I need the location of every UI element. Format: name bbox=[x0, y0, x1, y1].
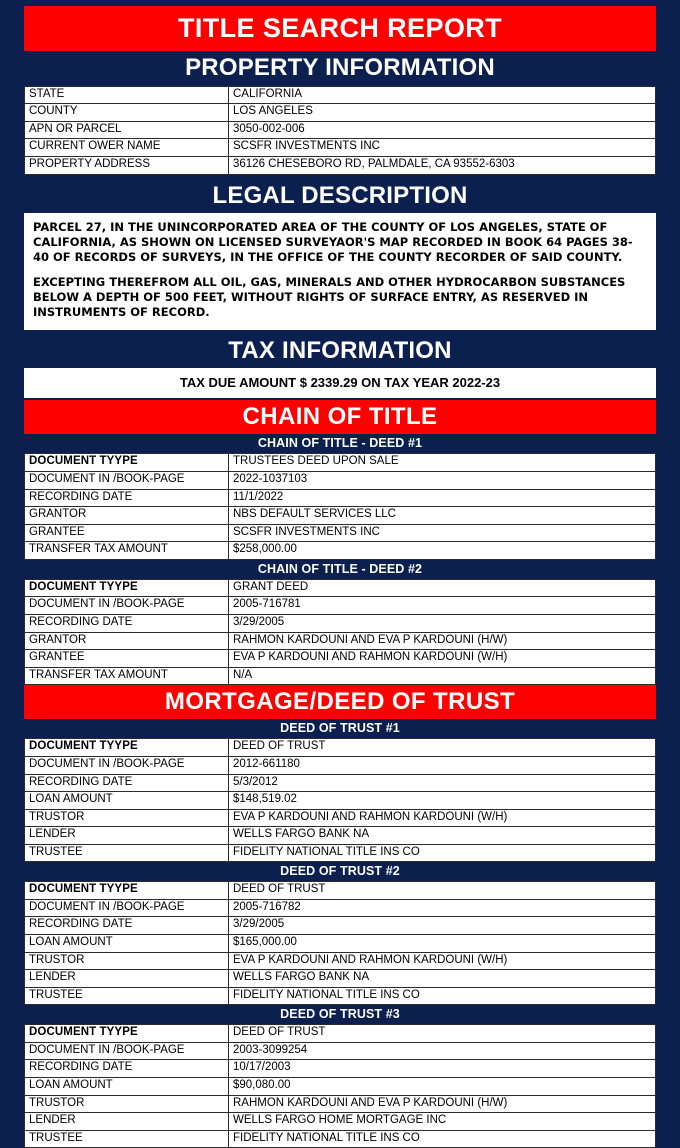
table-row bbox=[25, 1025, 656, 1043]
row-value: 2012-661180 bbox=[229, 756, 656, 774]
row-label: DOCUMENT IN /BOOK-PAGE bbox=[25, 756, 229, 774]
row-value: 2005-716782 bbox=[229, 899, 656, 917]
table-row bbox=[25, 614, 656, 632]
legal-description-body bbox=[24, 213, 656, 330]
table-row bbox=[25, 899, 656, 917]
table-row bbox=[25, 952, 656, 970]
report-title-banner: TITLE SEARCH REPORT bbox=[24, 6, 656, 51]
row-label: STATE bbox=[25, 86, 229, 104]
row-value: N/A bbox=[229, 667, 656, 685]
row-value: $148,519.02 bbox=[229, 792, 656, 810]
row-value: FIDELITY NATIONAL TITLE INS CO bbox=[229, 1130, 656, 1148]
table-row bbox=[25, 139, 656, 157]
row-value: RAHMON KARDOUNI AND EVA P KARDOUNI (H/W) bbox=[229, 632, 656, 650]
row-value: GRANT DEED bbox=[229, 579, 656, 597]
row-value: FIDELITY NATIONAL TITLE INS CO bbox=[229, 844, 656, 862]
row-label: TRUSTEE bbox=[25, 1130, 229, 1148]
row-label: TRANSFER TAX AMOUNT bbox=[25, 542, 229, 560]
row-value: TRUSTEES DEED UPON SALE bbox=[229, 454, 656, 472]
row-value: 11/1/2022 bbox=[229, 489, 656, 507]
row-value: EVA P KARDOUNI AND RAHMON KARDOUNI (W/H) bbox=[229, 650, 656, 668]
row-label: TRUSTOR bbox=[25, 1095, 229, 1113]
table-row bbox=[25, 156, 656, 174]
table-row bbox=[25, 542, 656, 560]
deed-of-trust-3-subheading: DEED OF TRUST #3 bbox=[280, 1007, 400, 1022]
deed-of-trust-2-table bbox=[24, 881, 656, 1005]
row-label: TRUSTEE bbox=[25, 844, 229, 862]
table-row bbox=[25, 882, 656, 900]
row-value: FIDELITY NATIONAL TITLE INS CO bbox=[229, 987, 656, 1005]
row-label: DOCUMENT TYYPE bbox=[25, 1025, 229, 1043]
row-label: RECORDING DATE bbox=[25, 614, 229, 632]
row-label: DOCUMENT TYYPE bbox=[25, 579, 229, 597]
table-row bbox=[25, 792, 656, 810]
tax-due-statement: TAX DUE AMOUNT $ 2339.29 ON TAX YEAR 2022-23 bbox=[24, 368, 656, 398]
chain-of-title-deed-2-subheading: CHAIN OF TITLE - DEED #2 bbox=[257, 561, 423, 576]
row-label: RECORDING DATE bbox=[25, 917, 229, 935]
table-row bbox=[25, 650, 656, 668]
row-value: LOS ANGELES bbox=[229, 104, 656, 122]
row-value: SCSFR INVESTMENTS INC bbox=[229, 139, 656, 157]
deed-of-trust-3-table bbox=[24, 1024, 656, 1148]
table-row bbox=[25, 454, 656, 472]
row-label: DOCUMENT IN /BOOK-PAGE bbox=[25, 472, 229, 490]
row-label: RECORDING DATE bbox=[25, 774, 229, 792]
row-value: WELLS FARGO BANK NA bbox=[229, 827, 656, 845]
row-value: RAHMON KARDOUNI AND EVA P KARDOUNI (H/W) bbox=[229, 1095, 656, 1113]
row-value: EVA P KARDOUNI AND RAHMON KARDOUNI (W/H) bbox=[229, 809, 656, 827]
row-label: LOAN AMOUNT bbox=[25, 1077, 229, 1095]
table-row bbox=[25, 987, 656, 1005]
table-row bbox=[25, 1042, 656, 1060]
row-label: TRUSTEE bbox=[25, 987, 229, 1005]
row-value: CALIFORNIA bbox=[229, 86, 656, 104]
table-row bbox=[25, 667, 656, 685]
row-value: $258,000.00 bbox=[229, 542, 656, 560]
table-row bbox=[25, 1060, 656, 1078]
table-row bbox=[25, 1095, 656, 1113]
row-value: DEED OF TRUST bbox=[229, 1025, 656, 1043]
row-label: RECORDING DATE bbox=[25, 489, 229, 507]
row-label: COUNTY bbox=[25, 104, 229, 122]
row-label: TRUSTOR bbox=[25, 952, 229, 970]
row-label: DOCUMENT IN /BOOK-PAGE bbox=[25, 1042, 229, 1060]
row-label: RECORDING DATE bbox=[25, 1060, 229, 1078]
row-value: 5/3/2012 bbox=[229, 774, 656, 792]
row-value: EVA P KARDOUNI AND RAHMON KARDOUNI (W/H) bbox=[229, 952, 656, 970]
row-label: TRANSFER TAX AMOUNT bbox=[25, 667, 229, 685]
tax-information-heading: TAX INFORMATION bbox=[228, 336, 452, 364]
table-row bbox=[25, 121, 656, 139]
table-row bbox=[25, 917, 656, 935]
table-row bbox=[25, 632, 656, 650]
row-value: $165,000.00 bbox=[229, 935, 656, 953]
row-label: DOCUMENT TYYPE bbox=[25, 739, 229, 757]
row-value: 2022-1037103 bbox=[229, 472, 656, 490]
row-value: 2003-3099254 bbox=[229, 1042, 656, 1060]
chain-of-title-deed-1-subheading: CHAIN OF TITLE - DEED #1 bbox=[257, 436, 423, 451]
legal-paragraph: EXCEPTING THEREFROM ALL OIL, GAS, MINERALS AND OTHER HYDROCARBON SUBSTANCES BELOW A DEPTH OF 500 FEET, WITHOUT RIGHTS OF SURFACE ENTRY, AS RESERVED IN INSTRUMENTS OF RECORD. bbox=[33, 275, 626, 320]
table-row bbox=[25, 970, 656, 988]
table-row bbox=[25, 935, 656, 953]
table-row bbox=[25, 597, 656, 615]
deed-of-trust-1-table bbox=[24, 738, 656, 862]
row-label: GRANTEE bbox=[25, 524, 229, 542]
row-label: DOCUMENT IN /BOOK-PAGE bbox=[25, 899, 229, 917]
title-search-report-page bbox=[0, 6, 680, 1144]
table-row bbox=[25, 827, 656, 845]
row-value: DEED OF TRUST bbox=[229, 739, 656, 757]
row-value: 3050-002-006 bbox=[229, 121, 656, 139]
row-label: LENDER bbox=[25, 1113, 229, 1131]
chain-of-title-banner: CHAIN OF TITLE bbox=[24, 400, 656, 434]
table-row bbox=[25, 579, 656, 597]
mortgage-deed-of-trust-banner: MORTGAGE/DEED OF TRUST bbox=[24, 685, 656, 719]
table-row bbox=[25, 507, 656, 525]
table-row bbox=[25, 739, 656, 757]
property-information-table bbox=[24, 86, 656, 175]
row-label: DOCUMENT IN /BOOK-PAGE bbox=[25, 597, 229, 615]
chain-of-title-deed-1-table bbox=[24, 453, 656, 559]
table-row bbox=[25, 104, 656, 122]
row-value: NBS DEFAULT SERVICES LLC bbox=[229, 507, 656, 525]
row-value: $90,080.00 bbox=[229, 1077, 656, 1095]
chain-of-title-deed-2-table bbox=[24, 579, 656, 685]
row-label: GRANTEE bbox=[25, 650, 229, 668]
table-row bbox=[25, 1130, 656, 1148]
row-label: TRUSTOR bbox=[25, 809, 229, 827]
row-value: WELLS FARGO HOME MORTGAGE INC bbox=[229, 1113, 656, 1131]
row-value: 3/29/2005 bbox=[229, 614, 656, 632]
row-label: CURRENT OWER NAME bbox=[25, 139, 229, 157]
deed-of-trust-1-subheading: DEED OF TRUST #1 bbox=[280, 721, 400, 736]
table-row bbox=[25, 1113, 656, 1131]
row-value: DEED OF TRUST bbox=[229, 882, 656, 900]
row-value: WELLS FARGO BANK NA bbox=[229, 970, 656, 988]
row-label: GRANTOR bbox=[25, 632, 229, 650]
row-value: 3/29/2005 bbox=[229, 917, 656, 935]
row-label: LOAN AMOUNT bbox=[25, 792, 229, 810]
row-label: LENDER bbox=[25, 970, 229, 988]
row-value: SCSFR INVESTMENTS INC bbox=[229, 524, 656, 542]
table-row bbox=[25, 472, 656, 490]
row-label: DOCUMENT TYYPE bbox=[25, 882, 229, 900]
table-row bbox=[25, 844, 656, 862]
row-value: 36126 CHESEBORO RD, PALMDALE, CA 93552-6303 bbox=[229, 156, 656, 174]
row-label: GRANTOR bbox=[25, 507, 229, 525]
table-row bbox=[25, 774, 656, 792]
property-information-heading: PROPERTY INFORMATION bbox=[185, 54, 495, 82]
legal-paragraph: PARCEL 27, IN THE UNINCORPORATED AREA OF THE COUNTY OF LOS ANGELES, STATE OF CALIFORNIA, AS SHOWN ON LICENSED SURVEYAOR'S MAP RECORDED IN BOOK 64 PAGES 38-40 OF RECORDS OF SURVEYS, IN THE OFFICE OF THE COUNTY RECORDER OF SAID COUNTY. bbox=[33, 219, 633, 264]
row-label: APN OR PARCEL bbox=[25, 121, 229, 139]
table-row bbox=[25, 489, 656, 507]
row-value: 2005-716781 bbox=[229, 597, 656, 615]
row-label: DOCUMENT TYYPE bbox=[25, 454, 229, 472]
table-row bbox=[25, 86, 656, 104]
table-row bbox=[25, 524, 656, 542]
deed-of-trust-2-subheading: DEED OF TRUST #2 bbox=[280, 864, 400, 879]
table-row bbox=[25, 809, 656, 827]
row-value: 10/17/2003 bbox=[229, 1060, 656, 1078]
row-label: PROPERTY ADDRESS bbox=[25, 156, 229, 174]
row-label: LOAN AMOUNT bbox=[25, 935, 229, 953]
table-row bbox=[25, 1077, 656, 1095]
legal-description-heading: LEGAL DESCRIPTION bbox=[212, 181, 468, 209]
row-label: LENDER bbox=[25, 827, 229, 845]
table-row bbox=[25, 756, 656, 774]
